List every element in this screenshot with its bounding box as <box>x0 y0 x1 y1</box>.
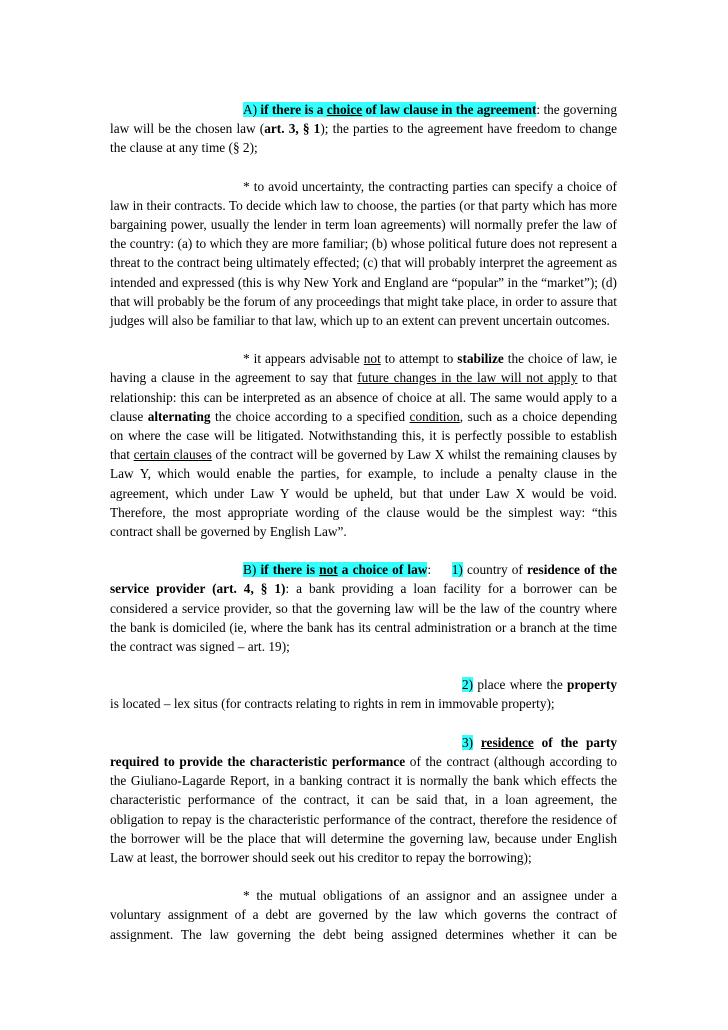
item-1-text2: : a bank providing a loan facility for a borrower can be considered a service provider, so that the governing law will be the law of the country where the bank is domiciled (ie, where the bank has its central administration or a branch at the time the contract was signed – art. 19); <box>110 581 617 655</box>
bullet-stabilize-text5: the choice according to a specified <box>210 408 410 424</box>
section-a-text2: ); the parties to the agreement have freedom to change the clause at any time (§ 2); <box>110 121 617 156</box>
section-a-paragraph <box>110 100 617 158</box>
section-b-colon: : <box>427 562 432 578</box>
section-a-highlight <box>243 102 536 117</box>
item-3-text1: of the contract (although according to the Giuliano-Lagarde Report, in a banking contract it is normally the bank which effects the characteristic performance of the contract, it can be said that, in a loan agreement, the obligation to repay is the characteristic performance of the contract, therefore the residence of the borrower will be the place that will determine the governing law, because under English Law at least, the borrower should seek out his creditor to repay the borrowing); <box>110 753 617 865</box>
bullet-stabilize-text3: the choice of law, ie having a clause in the agreement to say that <box>110 351 617 386</box>
item-1-text1: country of <box>462 562 527 578</box>
item-2-text1: place where the <box>473 677 568 693</box>
document-page <box>110 100 617 963</box>
item-2-number: 2) <box>462 677 474 693</box>
section-a-heading-part2: of law clause in the agreement <box>362 102 537 117</box>
bullet-stabilize-condition: condition <box>409 408 460 424</box>
item-1-number: 1) <box>451 562 463 578</box>
item-2-property: property <box>567 677 617 693</box>
item-3-number: 3) <box>462 734 474 750</box>
bullet-uncertainty-paragraph <box>110 177 617 331</box>
bullet-uncertainty-text: * to avoid uncertainty, the contracting parties can specify a choice of law in their contracts. To decide which law to choose, the parties (or that party which has more bargaining power, usually the lender in term loan agreements) will normally prefer the law of the country: (a) to which they are more familiar; (b) whose political future does not represent a threat to the contract being ultimately effected; (c) that will probably interpret the agreement as intended and expressed (this is why New York and England are “popular” in the “market”); (d) that will probably be the forum of any proceedings that might take place, in order to assure that judges will also be familiar to that law, which up to an extent can prevent uncertain outcomes. <box>110 178 617 329</box>
item-1-residence: residence of the service provider (art. 4, § 1) <box>110 562 617 597</box>
bullet-assignment-paragraph <box>110 886 617 944</box>
bullet-stabilize-text6: , such as a choice depending on where the case will be litigated. Notwithstanding this, it is perfectly possible to establish that <box>110 408 617 463</box>
bullet-stabilize-keyword: stabilize <box>457 351 504 367</box>
item-3-characteristic-performance: of the party required to provide the characteristic performance <box>110 734 618 769</box>
bullet-stabilize-text1: * it appears advisable <box>243 351 364 367</box>
section-a-label: A) <box>243 102 261 117</box>
item-3-residence: residence <box>480 734 534 750</box>
bullet-stabilize-text2: to attempt to <box>380 351 458 367</box>
bullet-stabilize-text4: to that relationship: this can be interpreted as an absence of choice at all. The same would apply to a clause <box>110 370 617 424</box>
section-b-label: B) <box>243 562 261 578</box>
bullet-stabilize-certain-clauses: certain clauses <box>133 447 212 463</box>
section-b-heading-not: not <box>319 562 338 578</box>
section-b-heading-part1: if there is <box>260 562 320 578</box>
bullet-stabilize-future-changes: future changes in the law will not apply <box>357 370 578 386</box>
item-2-paragraph <box>110 675 617 713</box>
bullet-stabilize-not: not <box>363 351 381 367</box>
section-a-heading-choice: choice <box>326 102 363 117</box>
item-2-text2: is located – lex situs (for contracts relating to rights in rem in immovable property); <box>110 696 555 712</box>
section-b-heading-part2: a choice of law <box>337 562 428 578</box>
bullet-assignment-text: * the mutual obligations of an assignor and an assignee under a voluntary assignment of a debt are governed by the law which governs the contract of assignment. The law governing the debt being assigned determines whether it can be <box>110 888 617 942</box>
bullet-stabilize-alternating: alternating <box>147 408 211 424</box>
item-3-paragraph <box>110 733 617 867</box>
bullet-stabilize-text7: of the contract will be governed by Law X whilst the remaining clauses by Law Y, which would enable the parties, for example, to include a penalty clause in the agreement, which under Law Y would be upheld, but that under Law X would be void. Therefore, the most appropriate wording of the clause would be the simplest way: “this contract shall be governed by English Law”. <box>110 447 617 540</box>
section-b-paragraph <box>110 560 617 656</box>
section-b-highlight <box>243 562 427 577</box>
section-a-heading-part1: if there is a <box>260 102 327 117</box>
section-a-article-ref: art. 3, § 1 <box>264 121 321 137</box>
bullet-stabilize-paragraph <box>110 349 617 541</box>
section-a-text1: : the governing law will be the chosen law ( <box>110 102 617 137</box>
